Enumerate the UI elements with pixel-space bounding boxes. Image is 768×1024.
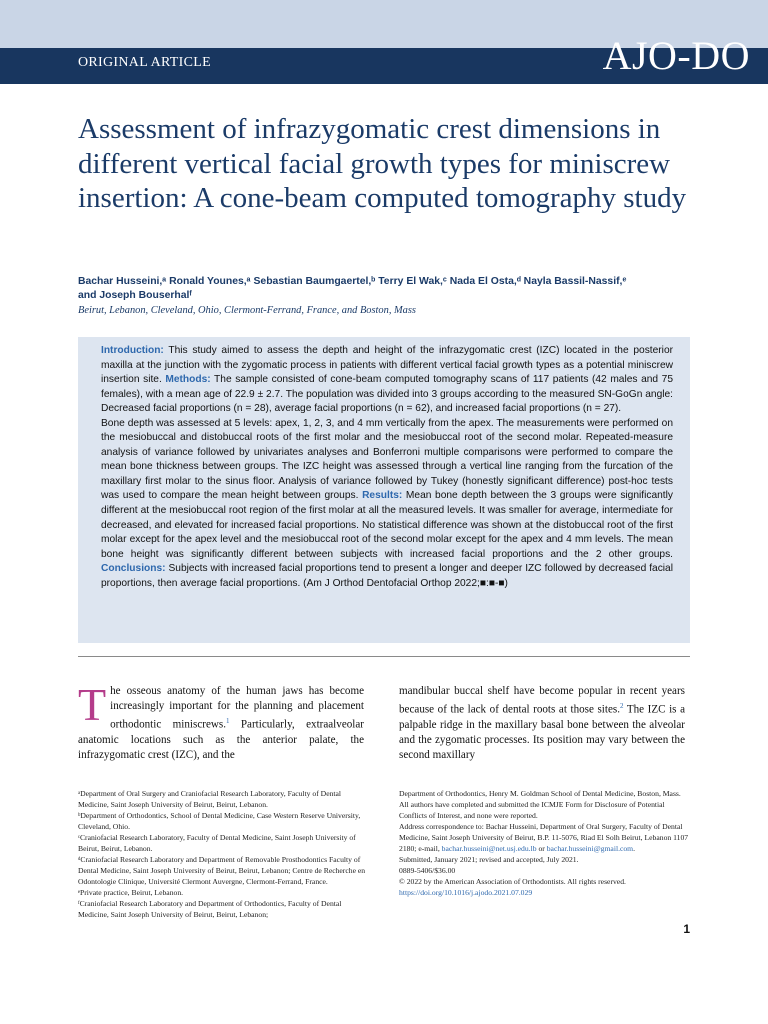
author-locations: Beirut, Lebanon, Cleveland, Ohio, Clermont-Ferrand, France, and Boston, Mass — [78, 305, 416, 316]
reference-link-1[interactable]: 1 — [225, 717, 230, 726]
body-paragraph-left — [78, 679, 364, 763]
authors-line-1: Bachar Husseini,ᵃ Ronald Younes,ᵃ Sebastian Baumgaertel,ᵇ Terry El Wak,ᶜ Nada El Osta,ᵈ Nayla Bassil-Nassif,ᵉ — [78, 276, 627, 287]
introduction-label: Introduction: — [101, 345, 164, 356]
footnote-d: ᵈCraniofacial Research Laboratory and Department of Removable Prosthodontics Faculty of Dental Medicine, Saint Joseph University of Beirut, Beirut, Lebanon; Centre de Recherche en Odontologie Clinique, Université Clermont Auvergne, Clermont-Ferrand, France. — [78, 855, 366, 886]
body-text-left: he osseous anatomy of the human jaws has become increasingly important for the planning and placement orthodontic miniscrews. — [110, 685, 364, 731]
address-period: . — [633, 844, 636, 853]
affiliation-footnotes — [78, 788, 366, 920]
doi-link[interactable]: https://doi.org/10.1016/j.ajodo.2021.07.029 — [399, 888, 533, 897]
section-label: ORIGINAL ARTICLE — [78, 55, 211, 70]
journal-logo: AJO-DO — [602, 33, 750, 78]
price-code: 0889-5406/$36.00 — [399, 866, 456, 875]
abstract-paragraph-2 — [101, 417, 673, 592]
submission-dates: Submitted, January 2021; revised and accepted, July 2021. — [399, 855, 579, 864]
body-column-right — [399, 684, 685, 763]
body-text-left-continued: Particularly, extraalveolar anatomic locations such as the anterior palate, the infrazygomatic crest (IZC), and the — [78, 718, 364, 762]
email-link-primary[interactable]: bachar.husseini@net.usj.edu.lb — [441, 844, 537, 853]
body-text-right: mandibular buccal shelf have become popular in recent years because of the lack of dental roots at those sites. — [399, 685, 685, 716]
conflict-disclosure: All authors have completed and submitted the ICMJE Form for Disclosure of Potential Conflicts of Interest, and none were reported. — [399, 800, 665, 820]
footnote-f: ᶠCraniofacial Research Laboratory and Department of Orthodontics, Faculty of Dental Medicine, Saint Joseph University of Beirut, Beirut, Lebanon; — [78, 899, 342, 919]
drop-cap: T — [78, 679, 107, 730]
results-text: Mean bone depth between the 3 groups were significantly different at the mesiobuccal root region of the first molar at all the measured levels. It was smaller for average, intermediate for decreased, and elevated for increased facial proportions. No statistical difference was shown at the distobuccal root of the first molar except for the apex level and the mesiobuccal root of the second molar except for the apex and 4 mm levels. The mean bone height was significantly different between subjects with increased facial proportions and the 2 other groups. — [101, 490, 673, 560]
article-title: Assessment of infrazygomatic crest dimensions in different vertical facial growth types for miniscrew insertion: A cone-beam computed tomography study — [78, 113, 687, 214]
footnote-e: ᵉPrivate practice, Beirut, Lebanon. — [78, 888, 184, 897]
results-label: Results: — [362, 490, 403, 502]
footnote-b: ᵇDepartment of Orthodontics, School of Dental Medicine, Case Western Reserve University, Cleveland, Ohio. — [78, 811, 361, 831]
footnote-c: ᶜCraniofacial Research Laboratory, Faculty of Dental Medicine, Saint Joseph University of Beirut, Beirut, Lebanon. — [78, 833, 356, 853]
body-paragraph-right — [399, 684, 685, 763]
body-column-left — [78, 679, 364, 763]
conclusions-text: Subjects with increased facial proportions tend to present a longer and deeper IZC followed by decreased facial proportions, then average facial proportions. (Am J Orthod Dentofacial Orthop 2022;■:■-■) — [101, 563, 673, 589]
abstract — [101, 344, 673, 591]
footnote-f-department: Department of Orthodontics, Henry M. Goldman School of Dental Medicine, Boston, Mass. — [399, 789, 681, 798]
section-divider — [78, 656, 690, 657]
conclusions-label: Conclusions: — [101, 563, 166, 575]
footnote-a: ᵃDepartment of Oral Surgery and Craniofacial Research Laboratory, Faculty of Dental Medicine, Saint Joseph University of Beirut, Beirut, Lebanon. — [78, 789, 342, 809]
correspondence-address — [399, 821, 691, 854]
methods-text: The sample consisted of cone-beam computed tomography scans of 117 patients (42 males and 75 females), with a mean age of 22.9 ± 2.7. The population was divided into 3 groups according to the measured SN-GoGn angle: Decreased facial proportions (n = 28), average facial proportions (n = 62), and increased facial proportions (n = 27). — [101, 374, 673, 415]
abstract-paragraph-1 — [101, 344, 673, 417]
correspondence-footnotes — [399, 788, 691, 898]
email-link-secondary[interactable]: bachar.husseini@gmail.com — [546, 844, 634, 853]
authors-line-2: and Joseph Bouserhalᶠ — [78, 290, 192, 301]
reference-link-2[interactable]: 2 — [619, 702, 624, 711]
author-list — [78, 275, 698, 303]
copyright-notice: © 2022 by the American Association of Orthodontists. All rights reserved. — [399, 877, 626, 886]
address-text: Address correspondence to: Bachar Husseini, Department of Oral Surgery, Faculty of Dental Medicine, Saint Joseph University of Beirut, B.P. 11-5076, Riad El Solh Beirut, Lebanon 1107 2180; e-mail, — [399, 822, 689, 853]
methods-label: Methods: — [165, 374, 211, 386]
introduction-text: This study aimed to assess the depth and height of the infrazygomatic crest (IZC) located in the posterior maxilla at the junction with the zygomatic process in patients with different vertical facial growth types as a potential miniscrew insertion site. — [101, 345, 673, 386]
page-number: 1 — [683, 922, 690, 936]
body-text-right-continued: The IZC is a palpable ridge in the maxillary basal bone between the alveolar and the zygomatic processes. Its position may vary between the second maxillary — [399, 703, 685, 762]
or-text: or — [536, 844, 547, 853]
methods-text-continued: Bone depth was assessed at 5 levels: apex, 1, 2, 3, and 4 mm vertically from the apex. The measurements were performed on the mesiobuccal and distobuccal roots of the first molar and the mesiobuccal root of the second molar. Repeated-measure analysis of variance followed by univariates analyses and Bonferroni multiple comparisons were performed to compare the mean bone thickness between groups. The IZC height was assessed through a vertical line ranging from the furcation of the maxillary first molar to the sinus floor. Analysis of variance followed by Tukey (honestly significant difference) post-hoc tests was used to compare the mean height between groups. — [101, 417, 673, 502]
